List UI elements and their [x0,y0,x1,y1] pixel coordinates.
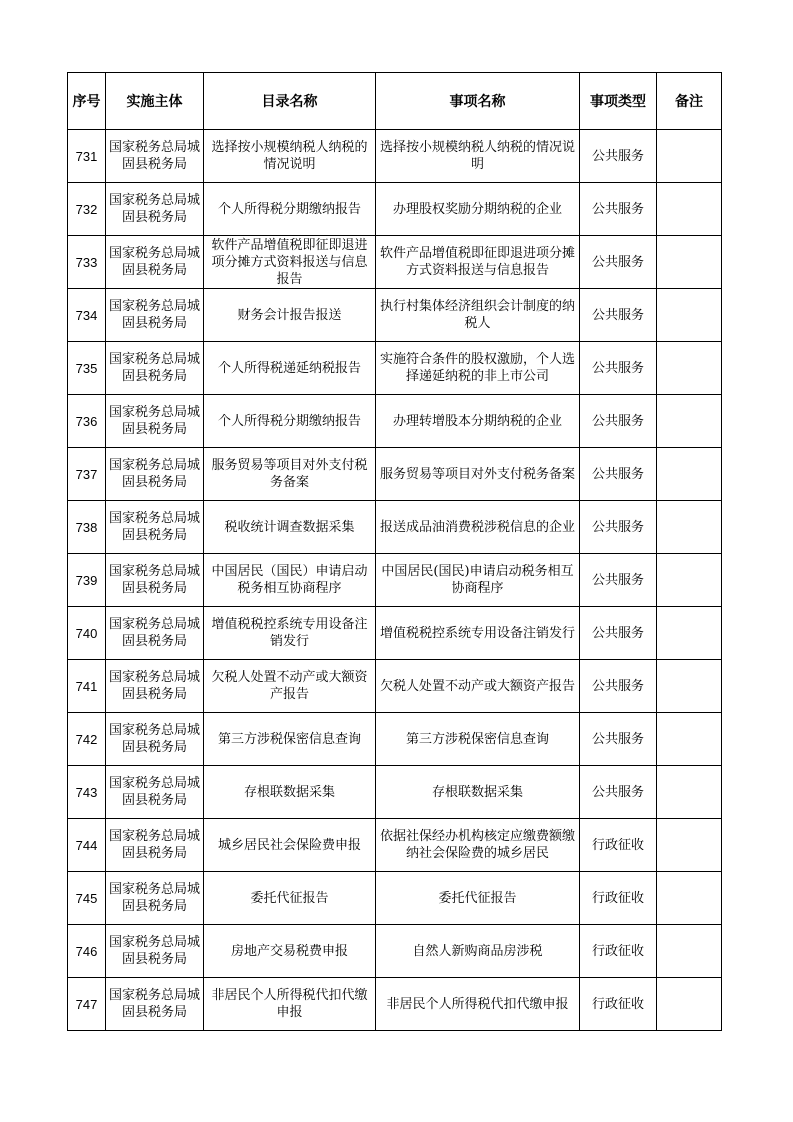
cell-seq: 747 [68,978,106,1031]
header-type: 事项类型 [580,73,657,130]
cell-entity: 国家税务总局城固县税务局 [106,501,204,554]
cell-entity: 国家税务总局城固县税务局 [106,448,204,501]
cell-seq: 742 [68,713,106,766]
header-item: 事项名称 [376,73,580,130]
cell-seq: 736 [68,395,106,448]
cell-note [657,766,722,819]
cell-seq: 734 [68,289,106,342]
cell-entity: 国家税务总局城固县税务局 [106,554,204,607]
cell-note [657,236,722,289]
cell-type: 行政征收 [580,978,657,1031]
cell-catalog: 财务会计报告报送 [204,289,376,342]
cell-seq: 740 [68,607,106,660]
cell-item: 服务贸易等项目对外支付税务备案 [376,448,580,501]
table-row [68,130,722,183]
cell-type: 公共服务 [580,713,657,766]
cell-note [657,978,722,1031]
cell-note [657,554,722,607]
cell-entity: 国家税务总局城固县税务局 [106,925,204,978]
cell-catalog: 第三方涉税保密信息查询 [204,713,376,766]
cell-type: 公共服务 [580,183,657,236]
table-row [68,713,722,766]
table-row [68,183,722,236]
cell-note [657,872,722,925]
cell-seq: 732 [68,183,106,236]
cell-entity: 国家税务总局城固县税务局 [106,713,204,766]
cell-seq: 745 [68,872,106,925]
cell-entity: 国家税务总局城固县税务局 [106,819,204,872]
cell-item: 选择按小规模纳税人纳税的情况说明 [376,130,580,183]
cell-type: 行政征收 [580,872,657,925]
cell-entity: 国家税务总局城固县税务局 [106,660,204,713]
cell-type: 公共服务 [580,395,657,448]
cell-catalog: 非居民个人所得税代扣代缴申报 [204,978,376,1031]
cell-type: 公共服务 [580,766,657,819]
cell-entity: 国家税务总局城固县税务局 [106,130,204,183]
cell-item: 实施符合条件的股权激励，个人选择递延纳税的非上市公司 [376,342,580,395]
cell-catalog: 个人所得税递延纳税报告 [204,342,376,395]
cell-note [657,130,722,183]
header-seq: 序号 [68,73,106,130]
table-row [68,607,722,660]
table-row [68,660,722,713]
cell-catalog: 欠税人处置不动产或大额资产报告 [204,660,376,713]
cell-catalog: 委托代征报告 [204,872,376,925]
cell-item: 报送成品油消费税涉税信息的企业 [376,501,580,554]
cell-catalog: 个人所得税分期缴纳报告 [204,395,376,448]
cell-catalog: 个人所得税分期缴纳报告 [204,183,376,236]
cell-type: 公共服务 [580,607,657,660]
cell-item: 办理转增股本分期纳税的企业 [376,395,580,448]
table-row [68,395,722,448]
cell-note [657,448,722,501]
cell-type: 行政征收 [580,819,657,872]
cell-item: 中国居民(国民)申请启动税务相互协商程序 [376,554,580,607]
cell-seq: 741 [68,660,106,713]
cell-seq: 738 [68,501,106,554]
cell-note [657,289,722,342]
cell-catalog: 增值税税控系统专用设备注销发行 [204,607,376,660]
table-header-row [68,73,722,130]
cell-entity: 国家税务总局城固县税务局 [106,236,204,289]
table-row [68,236,722,289]
table-row [68,501,722,554]
cell-note [657,342,722,395]
cell-catalog: 存根联数据采集 [204,766,376,819]
cell-item: 存根联数据采集 [376,766,580,819]
table-row [68,448,722,501]
cell-entity: 国家税务总局城固县税务局 [106,183,204,236]
cell-seq: 746 [68,925,106,978]
cell-item: 非居民个人所得税代扣代缴申报 [376,978,580,1031]
cell-entity: 国家税务总局城固县税务局 [106,289,204,342]
cell-note [657,819,722,872]
cell-note [657,183,722,236]
cell-item: 执行村集体经济组织会计制度的纳税人 [376,289,580,342]
cell-seq: 731 [68,130,106,183]
table-row [68,819,722,872]
cell-seq: 739 [68,554,106,607]
cell-catalog: 软件产品增值税即征即退进项分摊方式资料报送与信息报告 [204,236,376,289]
header-entity: 实施主体 [106,73,204,130]
cell-catalog: 城乡居民社会保险费申报 [204,819,376,872]
cell-note [657,395,722,448]
table-row [68,925,722,978]
table-row [68,978,722,1031]
cell-type: 公共服务 [580,236,657,289]
cell-type: 公共服务 [580,130,657,183]
cell-seq: 733 [68,236,106,289]
cell-type: 公共服务 [580,554,657,607]
cell-note [657,501,722,554]
cell-type: 公共服务 [580,501,657,554]
cell-catalog: 税收统计调查数据采集 [204,501,376,554]
cell-item: 增值税税控系统专用设备注销发行 [376,607,580,660]
cell-item: 自然人新购商品房涉税 [376,925,580,978]
table-row [68,554,722,607]
cell-catalog: 服务贸易等项目对外支付税务备案 [204,448,376,501]
cell-entity: 国家税务总局城固县税务局 [106,766,204,819]
header-note: 备注 [657,73,722,130]
cell-note [657,925,722,978]
cell-note [657,607,722,660]
cell-note [657,713,722,766]
cell-catalog: 选择按小规模纳税人纳税的情况说明 [204,130,376,183]
cell-seq: 735 [68,342,106,395]
cell-item: 软件产品增值税即征即退进项分摊方式资料报送与信息报告 [376,236,580,289]
cell-type: 公共服务 [580,289,657,342]
table-row [68,342,722,395]
cell-item: 第三方涉税保密信息查询 [376,713,580,766]
cell-type: 公共服务 [580,660,657,713]
cell-type: 公共服务 [580,342,657,395]
cell-seq: 737 [68,448,106,501]
cell-item: 办理股权奖励分期纳税的企业 [376,183,580,236]
cell-type: 行政征收 [580,925,657,978]
cell-seq: 743 [68,766,106,819]
header-catalog: 目录名称 [204,73,376,130]
table-row [68,872,722,925]
cell-item: 依据社保经办机构核定应缴费额缴纳社会保险费的城乡居民 [376,819,580,872]
cell-seq: 744 [68,819,106,872]
cell-entity: 国家税务总局城固县税务局 [106,395,204,448]
cell-item: 委托代征报告 [376,872,580,925]
cell-item: 欠税人处置不动产或大额资产报告 [376,660,580,713]
cell-entity: 国家税务总局城固县税务局 [106,872,204,925]
tax-items-table [67,72,722,1031]
cell-catalog: 中国居民（国民）申请启动税务相互协商程序 [204,554,376,607]
cell-catalog: 房地产交易税费申报 [204,925,376,978]
cell-type: 公共服务 [580,448,657,501]
cell-note [657,660,722,713]
cell-entity: 国家税务总局城固县税务局 [106,607,204,660]
table-row [68,289,722,342]
table-row [68,766,722,819]
cell-entity: 国家税务总局城固县税务局 [106,978,204,1031]
cell-entity: 国家税务总局城固县税务局 [106,342,204,395]
